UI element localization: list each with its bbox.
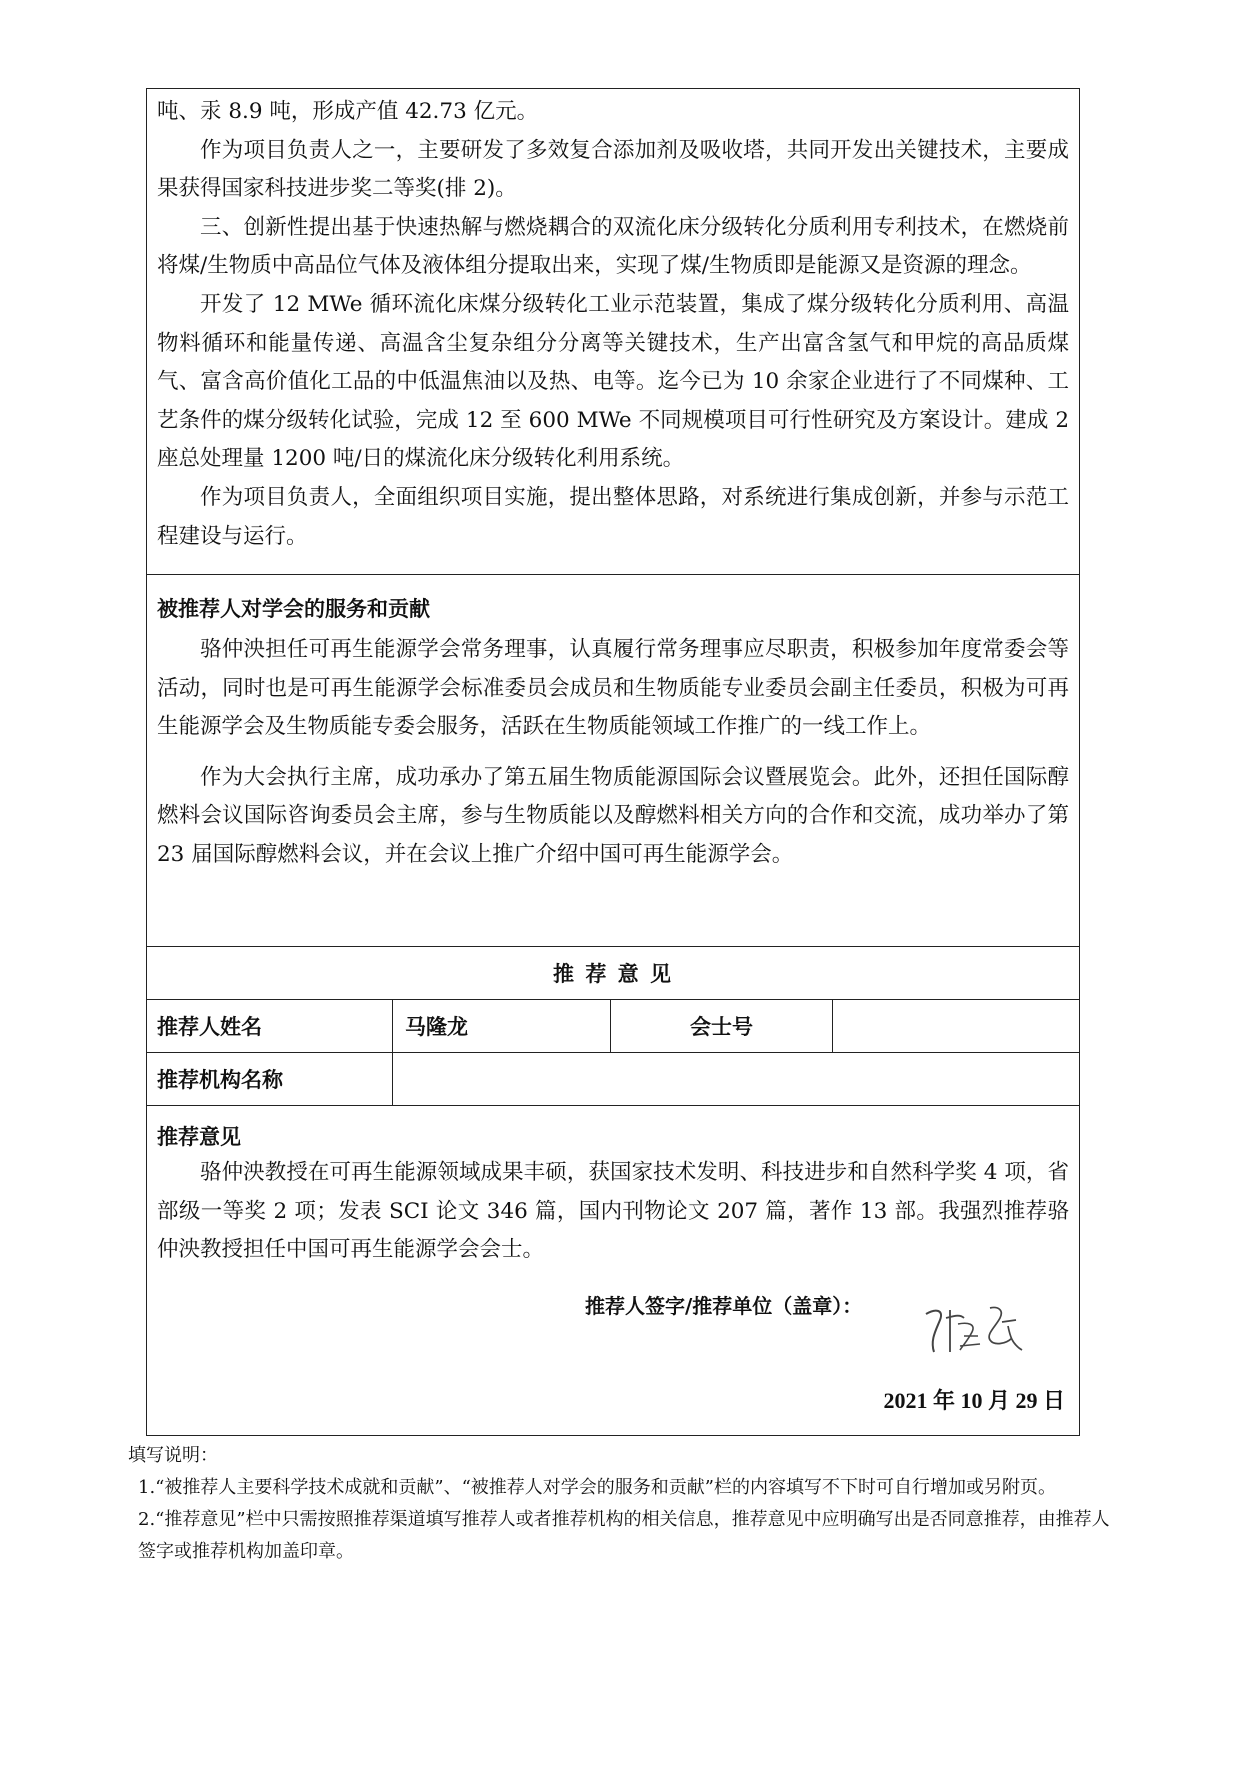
- opinion-heading: 推荐意见: [157, 1125, 241, 1149]
- achievements-section: [147, 89, 1079, 575]
- achievements-paragraph: 三、创新性提出基于快速热解与燃烧耦合的双流化床分级转化分质利用专利技术，在燃烧前将煤/生物质中高品位气体及液体组分提取出来，实现了煤/生物质即是能源又是资源的理念。: [157, 214, 1069, 279]
- recommendation-date: 2021 年 10 月 29 日: [883, 1388, 1065, 1413]
- recommendation-title: 推 荐 意 见: [553, 962, 673, 986]
- handwritten-signature: [920, 1300, 1030, 1360]
- note-item: 2.“推荐意见”栏中只需按照推荐渠道填写推荐人或者推荐机构的相关信息，推荐意见中应明确写出是否同意推荐，由推荐人签字或推荐机构加盖印章。: [138, 1509, 1110, 1562]
- form-table: [146, 88, 1080, 1436]
- member-number-label: 会士号: [611, 1000, 833, 1052]
- achievements-paragraph: 开发了 12 MWe 循环流化床煤分级转化工业示范装置，集成了煤分级转化分质利用、高温物料循环和能量传递、高温含尘复杂组分分离等关键技术，生产出富含氢气和甲烷的高品质煤气、富含高价值化工品的中低温焦油以及热、电等。迄今已为 10 余家企业进行了不同煤种、工艺条件的煤分级转化试验，完成 12 至 600 MWe 不同规模项目可行性研究及方案设计。建成 2 座总处理量 1200 吨/日的煤流化床分级转化利用系统。: [157, 291, 1069, 472]
- service-section: [147, 575, 1079, 947]
- achievements-paragraph: 吨、汞 8.9 吨，形成产值 42.73 亿元。: [157, 99, 539, 124]
- organization-value: [393, 1053, 1079, 1105]
- recommender-row: [147, 1000, 1079, 1053]
- opinion-text: 骆仲泱教授在可再生能源领域成果丰硕，获国家技术发明、科技进步和自然科学奖 4 项，省部级一等奖 2 项；发表 SCI 论文 346 篇，国内刊物论文 207 篇，著作 13 部。我强烈推荐骆仲泱教授担任中国可再生能源学会会士。: [157, 1160, 1069, 1263]
- recommender-name-value: 马隆龙: [393, 1000, 611, 1052]
- member-number-value: [833, 1000, 1079, 1052]
- organization-row: [147, 1053, 1079, 1106]
- opinion-section: [147, 1106, 1079, 1437]
- service-heading: 被推荐人对学会的服务和贡献: [157, 597, 430, 621]
- notes-title: 填写说明：: [128, 1445, 218, 1466]
- recommendation-title-row: [147, 947, 1079, 1000]
- filling-notes: [128, 1440, 1118, 1568]
- signature-label: 推荐人签字/推荐单位（盖章）：: [585, 1294, 863, 1318]
- note-item: 1.“被推荐人主要科学技术成就和贡献”、“被推荐人对学会的服务和贡献”栏的内容填写不下时可自行增加或另附页。: [138, 1477, 1056, 1498]
- service-paragraph: 作为大会执行主席，成功承办了第五届生物质能源国际会议暨展览会。此外，还担任国际醇燃料会议国际咨询委员会主席，参与生物质能以及醇燃料相关方向的合作和交流，成功举办了第 23 届国际醇燃料会议，并在会议上推广介绍中国可再生能源学会。: [157, 764, 1069, 867]
- achievements-paragraph: 作为项目负责人，全面组织项目实施，提出整体思路，对系统进行集成创新，并参与示范工程建设与运行。: [157, 484, 1069, 549]
- recommender-name-label: 推荐人姓名: [147, 1000, 393, 1052]
- service-paragraph: 骆仲泱担任可再生能源学会常务理事，认真履行常务理事应尽职责，积极参加年度常委会等活动，同时也是可再生能源学会标准委员会成员和生物质能专业委员会副主任委员，积极为可再生能源学会及生物质能专委会服务，活跃在生物质能领域工作推广的一线工作上。: [157, 637, 1069, 740]
- achievements-paragraph: 作为项目负责人之一，主要研发了多效复合添加剂及吸收塔，共同开发出关键技术，主要成果获得国家科技进步奖二等奖(排 2)。: [157, 137, 1069, 202]
- organization-label: 推荐机构名称: [147, 1053, 393, 1105]
